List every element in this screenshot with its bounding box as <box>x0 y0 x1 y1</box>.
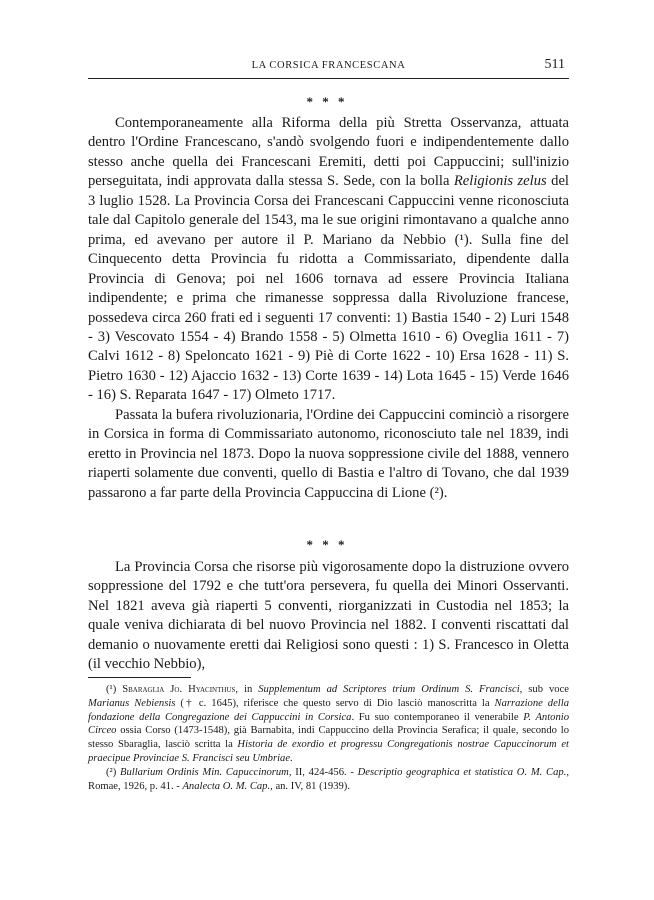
running-title: LA CORSICA FRANCESCANA <box>251 60 406 71</box>
section-separator: * * * <box>306 94 348 109</box>
footnote-1: (¹) Sbaraglia Jo. Hyacinthus, in Supplementum ad Scriptores trium Ordinum S. Francisci, sub voce Marianus Nebiensis († c. 1645), riferisce che questo servo di Dio lasciò manoscritta la Narrazione della fondazione della Congregazione dei Cappuccini in Corsica. Fu suo contemporaneo il venerabile P. Antonio Circeo ossia Corso (1473-1548), già Barnabita, indi Cappuccino della Provincia Serafica; il quale, secondo lo stesso Sbaraglia, lasciò scritta la Historia de exordio et progressu Congregationis nostrae Capuccinorum et praecipue Provinciae S. Francisci seu Umbriae. <box>88 684 569 764</box>
paragraph: Contemporaneamente alla Riforma della più Stretta Osservanza, attuata dentro l'Ordine Francescano, s'andò svolgendo fuori e indipendentemente dallo stesso anche quella dei Francescani Eremiti, detti poi Cappuccini; sull'inizio perseguitata, indi approvata dalla stessa S. Sede, con la bolla Religionis zelus del 3 luglio 1528. La Provincia Corsa dei Francescani Cappuccini venne riconosciuta tale dal Capitolo generale del 1543, ma le sue origini rimontavano a qualche anno prima, ed avevano per autore il P. Mariano da Nebbio (¹). Sulla fine del Cinquecento detta Provincia fu ridotta a Commissariato, dipendente dalla Provincia di Genova; poi nel 1606 tornava ad essere Provincia Italiana indipendente; e prima che rimanesse soppressa dalla Rivoluzione francese, possedeva circa 260 frati ed i seguenti 17 conventi: 1) Bastia 1540 - 2) Luri 1548 - 3) Vescovato 1554 - 4) Brando 1558 - 5) Olmetta 1610 - 6) Oveglia 1611 - 7) Calvi 1612 - 8) Speloncato 1621 - 9) Piè di Corte 1622 - 10) Ersa 1628 - 11) S. Pietro 1630 - 12) Ajaccio 1632 - 13) Corte 1639 - 14) Lota 1645 - 15) Verde 1646 - 16) S. Reparata 1647 - 17) Olmeto 1717. <box>88 115 569 404</box>
footnote-2: (²) Bullarium Ordinis Min. Capuccinorum, II, 424-456. - Descriptio geographica et statistica O. M. Cap., Romae, 1926, p. 41. - Analecta O. M. Cap., an. IV, 81 (1939). <box>88 766 570 792</box>
footnotes <box>88 683 569 793</box>
page-number: 511 <box>544 57 565 72</box>
section-separator: * * * <box>306 537 348 552</box>
bull-title: Religionis zelus <box>453 173 547 190</box>
paragraph: La Provincia Corsa che risorse più vigorosamente dopo la distruzione ovvero soppressione del 1792 e che tutt'ora persevera, fu quella dei Minori Osservanti. Nel 1821 aveva già riaperti 5 conventi, riorganizzati in Custodia nel 1853; la quale veniva dichiarata di bel nuovo Provincia nel 1882. I conventi riscattati dal demanio o nuovamente eretti dai Religiosi sono questi : 1) S. Francesco in Oletta (il vecchio Nebbio), <box>88 559 569 673</box>
section-cappuccini <box>88 114 569 503</box>
footnote-rule <box>88 677 191 678</box>
page-header <box>88 56 569 76</box>
header-rule <box>88 78 569 79</box>
paragraph: Passata la bufera rivoluzionaria, l'Ordine dei Cappuccini cominciò a risorgere in Corsica in forma di Commissariato autonomo, riconosciuto tale nel 1839, indi eretto in Provincia nel 1873. Dopo la nuova soppressione civile del 1888, vennero riaperti solamente due conventi, quello di Bastia e l'altro di Tovano, che dal 1939 passarono a far parte della Provincia Cappuccina di Lione (²). <box>88 406 569 501</box>
section-osservanti <box>88 558 569 675</box>
